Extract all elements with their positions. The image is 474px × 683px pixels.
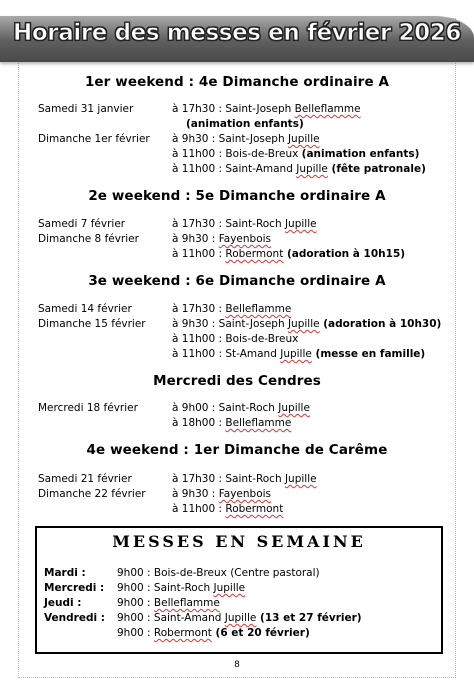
weekday-time: 9h00 : Saint-Amand Jupille (13 et 27 février)	[117, 612, 362, 624]
mass-note: (animation enfants)	[186, 118, 304, 130]
mass-time: à 11h00 : St-Amand Jupille (messe en famille)	[172, 348, 426, 360]
weekday-masses-title: MESSES EN SEMAINE	[112, 532, 366, 551]
mass-time: à 17h30 : Belleflamme	[172, 303, 292, 315]
mass-time: à 11h00 : Robermont (adoration à 10h15)	[172, 248, 406, 260]
mass-time: à 18h00 : Belleflamme	[172, 417, 292, 429]
day-label: Dimanche 22 février	[38, 488, 146, 500]
weekday-time: 9h00 : Belleflamme	[117, 597, 220, 609]
mass-time: à 17h30 : Saint-Roch Jupille	[172, 473, 317, 485]
page-number: 8	[234, 660, 240, 670]
weekday-label: Vendredi :	[44, 612, 105, 624]
mass-time: à 17h30 : Saint-Roch Jupille	[172, 218, 317, 230]
section-week-3	[0, 273, 474, 289]
day-label: Samedi 21 février	[38, 473, 132, 485]
mass-time: à 11h00 : Robermont	[172, 503, 284, 515]
day-label: Samedi 31 janvier	[38, 103, 134, 115]
day-label: Dimanche 8 février	[38, 233, 139, 245]
day-label: Dimanche 1er février	[38, 133, 150, 145]
day-label: Dimanche 15 février	[38, 318, 146, 330]
weekday-label: Mercredi :	[44, 582, 105, 594]
mass-time: à 9h30 : Saint-Joseph Jupille (adoration à 10h30)	[172, 318, 442, 330]
mass-time: à 9h30 : Fayenbois	[172, 488, 272, 500]
section-cendres	[0, 373, 474, 389]
mass-time: à 11h00 : Saint-Amand Jupille (fête patronale)	[172, 163, 426, 175]
mass-time: à 11h00 : Bois-de-Breux	[172, 333, 299, 345]
section-title: 4e weekend : 1er Dimanche de Carême	[86, 442, 388, 458]
page-title: Horaire des messes en février 2026	[13, 20, 461, 46]
section-title: 3e weekend : 6e Dimanche ordinaire A	[88, 273, 386, 289]
section-title: Mercredi des Cendres	[153, 373, 321, 389]
day-label: Samedi 7 février	[38, 218, 126, 230]
mass-time: à 9h00 : Saint-Roch Jupille	[172, 402, 310, 414]
mass-time: à 9h30 : Fayenbois	[172, 233, 272, 245]
weekday-time: 9h00 : Saint-Roch Jupille	[117, 582, 246, 594]
section-title: 1er weekend : 4e Dimanche ordinaire A	[84, 74, 390, 90]
mass-time: à 11h00 : Bois-de-Breux (animation enfants)	[172, 148, 420, 160]
day-label: Samedi 14 février	[38, 303, 132, 315]
mass-time: à 17h30 : Saint-Joseph Belleflamme	[172, 103, 361, 115]
section-week-4	[0, 442, 474, 458]
weekday-label: Jeudi :	[44, 597, 82, 609]
weekday-label: Mardi :	[44, 567, 86, 579]
day-label: Mercredi 18 février	[38, 402, 138, 414]
section-title: 2e weekend : 5e Dimanche ordinaire A	[88, 188, 386, 204]
weekday-time: 9h00 : Bois-de-Breux (Centre pastoral)	[117, 567, 320, 579]
weekday-time: 9h00 : Robermont (6 et 20 février)	[117, 627, 310, 639]
section-week-2	[0, 188, 474, 204]
mass-time: à 9h30 : Saint-Joseph Jupille	[172, 133, 320, 145]
section-week-1	[0, 74, 474, 90]
